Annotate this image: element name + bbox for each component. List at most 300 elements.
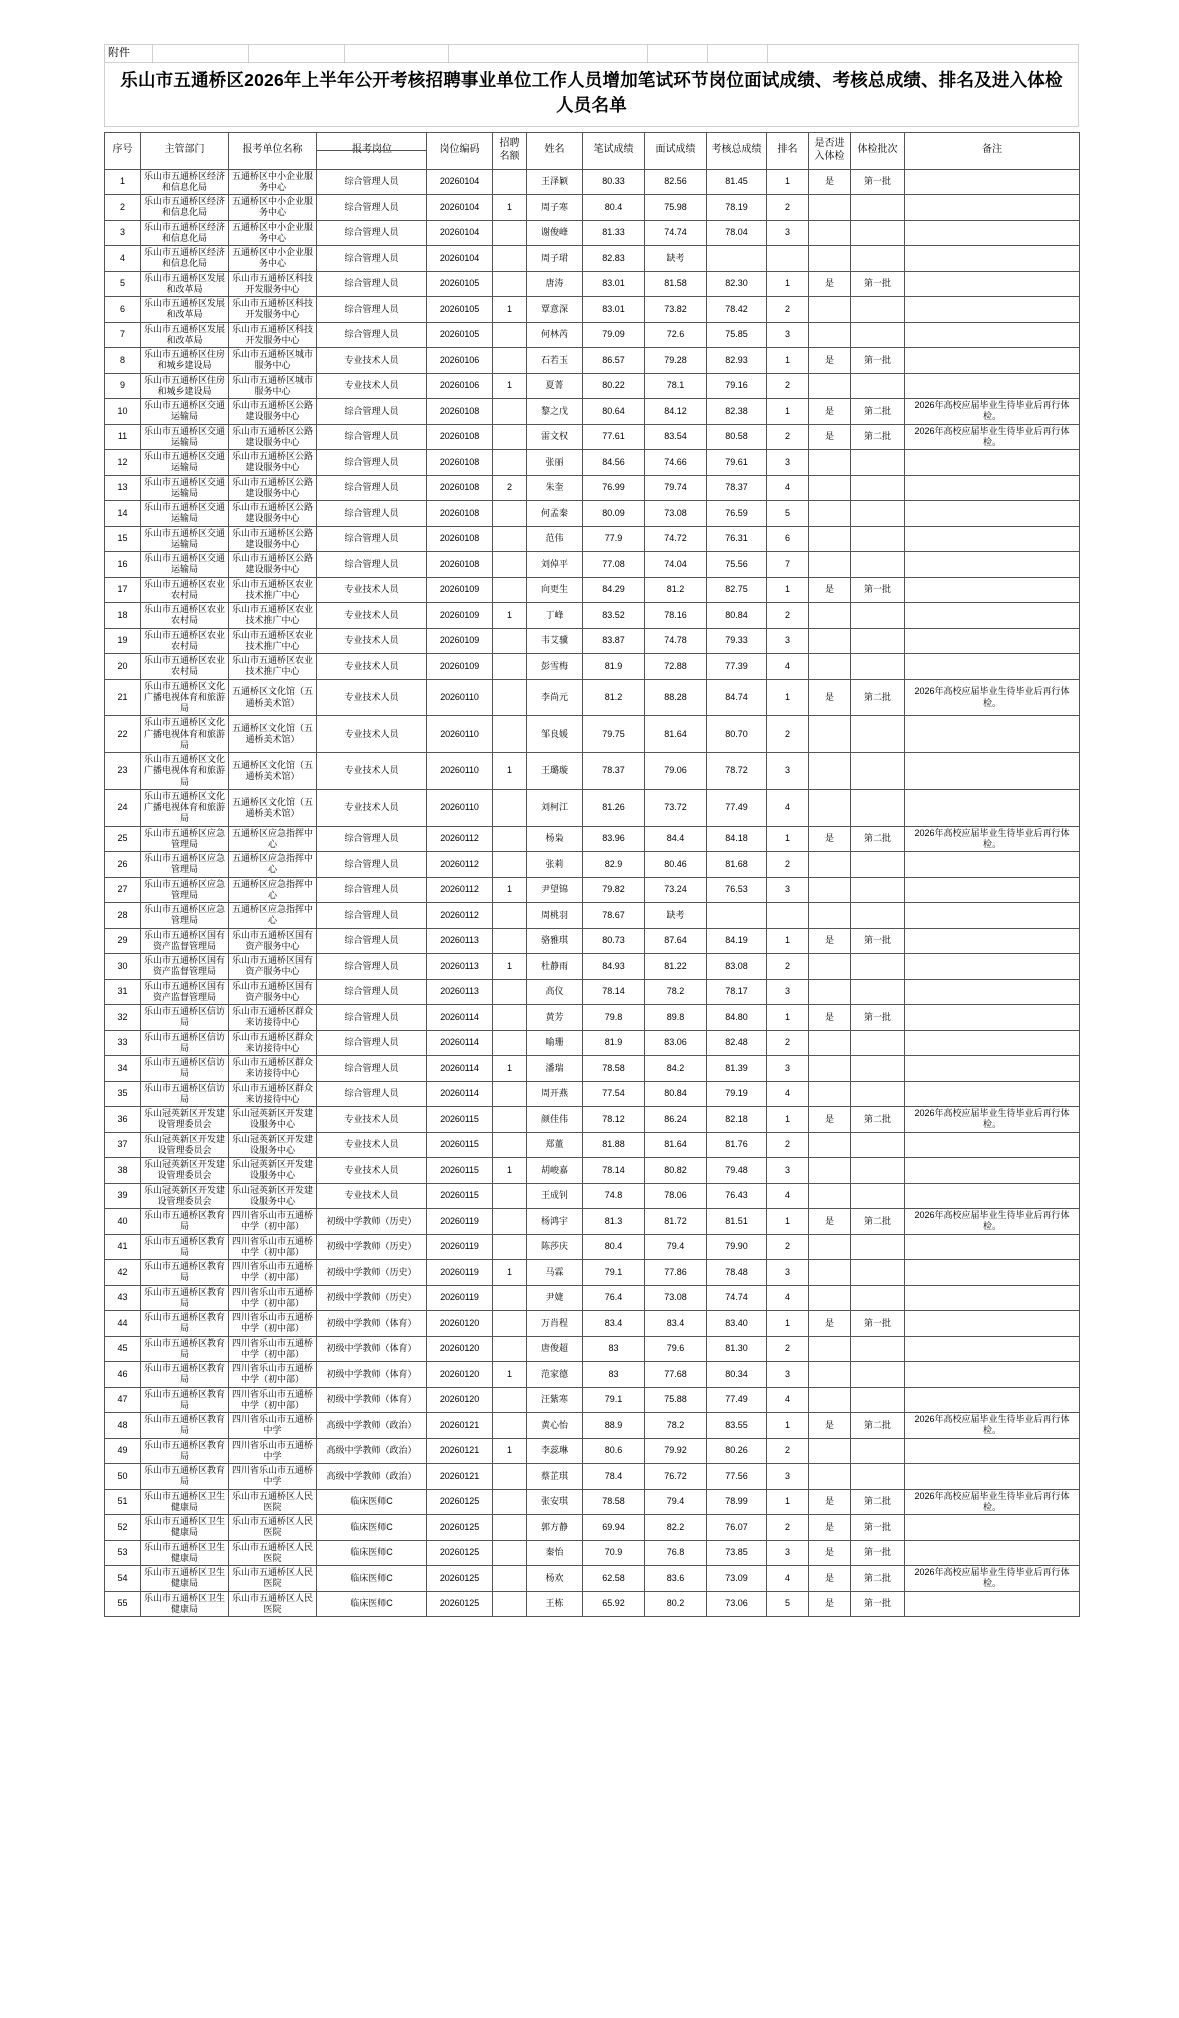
cell-department: 乐山市五通桥区教育局 xyxy=(141,1311,229,1337)
cell-rank: 4 xyxy=(767,1285,809,1311)
cell-quota xyxy=(493,322,527,348)
cell-total: 81.39 xyxy=(707,1056,767,1082)
cell-index: 29 xyxy=(105,928,141,954)
cell-total: 82.75 xyxy=(707,577,767,603)
cell-quota xyxy=(493,169,527,195)
cell-code: 20260108 xyxy=(427,475,493,501)
cell-department: 乐山市五通桥区经济和信息化局 xyxy=(141,169,229,195)
cell-post: 综合管理人员 xyxy=(317,1081,427,1107)
cell-written: 80.4 xyxy=(583,195,645,221)
cell-rank: 2 xyxy=(767,1030,809,1056)
cell-code: 20260120 xyxy=(427,1336,493,1362)
cell-written: 78.37 xyxy=(583,753,645,790)
cell-quota xyxy=(493,1464,527,1490)
cell-total: 80.58 xyxy=(707,424,767,450)
cell-unit: 五通桥区应急指挥中心 xyxy=(229,877,317,903)
cell-name: 夏菁 xyxy=(527,373,583,399)
cell-total: 80.70 xyxy=(707,716,767,753)
cell-quota xyxy=(493,903,527,929)
cell-index: 6 xyxy=(105,297,141,323)
cell-code: 20260115 xyxy=(427,1132,493,1158)
cell-unit: 乐山冠英新区开发建设服务中心 xyxy=(229,1183,317,1209)
cell-index: 24 xyxy=(105,789,141,826)
cell-total: 74.74 xyxy=(707,1285,767,1311)
cell-total: 75.56 xyxy=(707,552,767,578)
cell-post: 专业技术人员 xyxy=(317,373,427,399)
cell-rank: 3 xyxy=(767,979,809,1005)
cell-written: 78.58 xyxy=(583,1056,645,1082)
cell-index: 27 xyxy=(105,877,141,903)
col-header-post xyxy=(317,132,427,169)
cell-quota xyxy=(493,1540,527,1566)
table-row xyxy=(105,552,1080,578)
cell-passed xyxy=(809,1438,851,1464)
cell-post: 初级中学教师（体育） xyxy=(317,1336,427,1362)
cell-remark xyxy=(905,628,1080,654)
cell-quota xyxy=(493,1234,527,1260)
cell-code: 20260108 xyxy=(427,501,493,527)
cell-code: 20260121 xyxy=(427,1464,493,1490)
cell-rank: 2 xyxy=(767,852,809,878)
cell-interview: 73.08 xyxy=(645,501,707,527)
cell-interview: 83.54 xyxy=(645,424,707,450)
cell-interview: 81.2 xyxy=(645,577,707,603)
cell-written: 81.9 xyxy=(583,1030,645,1056)
cell-rank: 4 xyxy=(767,475,809,501)
table-row xyxy=(105,1285,1080,1311)
cell-interview: 74.72 xyxy=(645,526,707,552)
cell-interview: 83.6 xyxy=(645,1566,707,1592)
cell-rank: 3 xyxy=(767,628,809,654)
cell-total: 83.55 xyxy=(707,1413,767,1439)
attachment-blank-2 xyxy=(153,45,249,63)
cell-department: 乐山市五通桥区文化广播电视体育和旅游局 xyxy=(141,789,229,826)
cell-interview: 80.2 xyxy=(645,1591,707,1617)
cell-passed xyxy=(809,1260,851,1286)
table-body xyxy=(105,169,1080,1617)
cell-rank: 2 xyxy=(767,716,809,753)
cell-code: 20260115 xyxy=(427,1183,493,1209)
cell-name: 喻珊 xyxy=(527,1030,583,1056)
cell-department: 乐山市五通桥区教育局 xyxy=(141,1336,229,1362)
table-row xyxy=(105,1413,1080,1439)
col-header-post-label: 报考岗位 xyxy=(352,144,392,156)
cell-department: 乐山市五通桥区教育局 xyxy=(141,1362,229,1388)
cell-rank: 3 xyxy=(767,322,809,348)
cell-written: 79.75 xyxy=(583,716,645,753)
cell-batch: 第一批 xyxy=(851,169,905,195)
cell-department: 乐山市五通桥区经济和信息化局 xyxy=(141,246,229,272)
cell-code: 20260104 xyxy=(427,246,493,272)
cell-quota xyxy=(493,501,527,527)
cell-interview: 74.78 xyxy=(645,628,707,654)
cell-unit: 五通桥区中小企业服务中心 xyxy=(229,246,317,272)
cell-code: 20260110 xyxy=(427,789,493,826)
cell-index: 9 xyxy=(105,373,141,399)
cell-code: 20260108 xyxy=(427,552,493,578)
table-header xyxy=(105,132,1080,169)
cell-total xyxy=(707,903,767,929)
cell-code: 20260115 xyxy=(427,1158,493,1184)
cell-post: 临床医师C xyxy=(317,1591,427,1617)
cell-remark xyxy=(905,1540,1080,1566)
cell-unit: 乐山市五通桥区群众来访接待中心 xyxy=(229,1030,317,1056)
cell-rank: 3 xyxy=(767,1464,809,1490)
cell-remark xyxy=(905,852,1080,878)
cell-index: 19 xyxy=(105,628,141,654)
cell-batch xyxy=(851,1158,905,1184)
cell-name: 刘倬平 xyxy=(527,552,583,578)
cell-quota xyxy=(493,1183,527,1209)
cell-rank: 2 xyxy=(767,424,809,450)
table-row xyxy=(105,399,1080,425)
cell-total: 82.38 xyxy=(707,399,767,425)
cell-rank: 2 xyxy=(767,603,809,629)
cell-written: 80.09 xyxy=(583,501,645,527)
cell-batch xyxy=(851,220,905,246)
cell-rank: 4 xyxy=(767,1566,809,1592)
cell-name: 王栋 xyxy=(527,1591,583,1617)
cell-rank: 2 xyxy=(767,297,809,323)
table-row xyxy=(105,716,1080,753)
cell-remark xyxy=(905,1158,1080,1184)
cell-interview: 78.06 xyxy=(645,1183,707,1209)
cell-remark: 2026年高校应届毕业生待毕业后再行体检。 xyxy=(905,826,1080,852)
cell-written: 74.8 xyxy=(583,1183,645,1209)
cell-quota xyxy=(493,271,527,297)
col-header-rank: 排名 xyxy=(767,132,809,169)
cell-rank: 1 xyxy=(767,348,809,374)
cell-department: 乐山市五通桥区教育局 xyxy=(141,1413,229,1439)
cell-rank: 3 xyxy=(767,1362,809,1388)
cell-batch xyxy=(851,475,905,501)
cell-interview: 78.16 xyxy=(645,603,707,629)
cell-quota xyxy=(493,654,527,680)
cell-name: 杨鸿宇 xyxy=(527,1209,583,1235)
cell-code: 20260113 xyxy=(427,954,493,980)
cell-total: 83.40 xyxy=(707,1311,767,1337)
cell-department: 乐山市五通桥区交通运输局 xyxy=(141,501,229,527)
cell-rank: 3 xyxy=(767,450,809,476)
cell-remark: 2026年高校应届毕业生待毕业后再行体检。 xyxy=(905,1107,1080,1133)
cell-code: 20260125 xyxy=(427,1591,493,1617)
cell-code: 20260120 xyxy=(427,1387,493,1413)
cell-unit: 四川省乐山市五通桥中学（初中部） xyxy=(229,1260,317,1286)
cell-quota xyxy=(493,716,527,753)
cell-department: 乐山市五通桥区教育局 xyxy=(141,1209,229,1235)
table-row xyxy=(105,577,1080,603)
table-row xyxy=(105,1132,1080,1158)
cell-post: 临床医师C xyxy=(317,1566,427,1592)
cell-batch xyxy=(851,1056,905,1082)
cell-batch: 第一批 xyxy=(851,928,905,954)
table-row xyxy=(105,679,1080,716)
cell-total: 82.30 xyxy=(707,271,767,297)
cell-department: 乐山市五通桥区文化广播电视体育和旅游局 xyxy=(141,716,229,753)
cell-name: 何林芮 xyxy=(527,322,583,348)
cell-post: 综合管理人员 xyxy=(317,826,427,852)
cell-remark xyxy=(905,501,1080,527)
cell-department: 乐山市五通桥区应急管理局 xyxy=(141,852,229,878)
cell-written: 62.58 xyxy=(583,1566,645,1592)
cell-post: 专业技术人员 xyxy=(317,1183,427,1209)
cell-batch xyxy=(851,297,905,323)
cell-code: 20260114 xyxy=(427,1081,493,1107)
cell-unit: 乐山市五通桥区群众来访接待中心 xyxy=(229,1081,317,1107)
cell-total: 73.85 xyxy=(707,1540,767,1566)
cell-written: 79.09 xyxy=(583,322,645,348)
cell-passed xyxy=(809,1387,851,1413)
cell-department: 乐山市五通桥区教育局 xyxy=(141,1260,229,1286)
cell-department: 乐山市五通桥区信访局 xyxy=(141,1005,229,1031)
cell-department: 乐山市五通桥区教育局 xyxy=(141,1387,229,1413)
cell-unit: 乐山市五通桥区群众来访接待中心 xyxy=(229,1005,317,1031)
table-row xyxy=(105,826,1080,852)
cell-department: 乐山市五通桥区农业农村局 xyxy=(141,603,229,629)
cell-batch xyxy=(851,1464,905,1490)
cell-total: 84.18 xyxy=(707,826,767,852)
cell-index: 16 xyxy=(105,552,141,578)
cell-unit: 乐山市五通桥区人民医院 xyxy=(229,1515,317,1541)
col-header-written-score: 笔试成绩 xyxy=(583,132,645,169)
cell-total: 80.26 xyxy=(707,1438,767,1464)
table-row xyxy=(105,297,1080,323)
cell-name: 周子珺 xyxy=(527,246,583,272)
cell-batch xyxy=(851,450,905,476)
cell-name: 潘瑞 xyxy=(527,1056,583,1082)
cell-name: 王泽颖 xyxy=(527,169,583,195)
cell-code: 20260113 xyxy=(427,928,493,954)
cell-written: 80.4 xyxy=(583,1234,645,1260)
cell-name: 何孟秦 xyxy=(527,501,583,527)
cell-post: 综合管理人员 xyxy=(317,297,427,323)
cell-code: 20260114 xyxy=(427,1056,493,1082)
cell-unit: 乐山市五通桥区公路建设服务中心 xyxy=(229,501,317,527)
cell-written: 81.33 xyxy=(583,220,645,246)
table-header-row xyxy=(105,132,1080,169)
cell-total: 78.17 xyxy=(707,979,767,1005)
cell-name: 王成钊 xyxy=(527,1183,583,1209)
cell-total: 80.84 xyxy=(707,603,767,629)
cell-department: 乐山市五通桥区农业农村局 xyxy=(141,654,229,680)
cell-name: 李蕊琳 xyxy=(527,1438,583,1464)
cell-rank: 4 xyxy=(767,654,809,680)
cell-rank: 3 xyxy=(767,753,809,790)
cell-total: 82.18 xyxy=(707,1107,767,1133)
cell-post: 综合管理人员 xyxy=(317,220,427,246)
cell-department: 乐山市五通桥区交通运输局 xyxy=(141,450,229,476)
cell-written: 77.61 xyxy=(583,424,645,450)
cell-index: 53 xyxy=(105,1540,141,1566)
cell-total: 79.16 xyxy=(707,373,767,399)
cell-quota xyxy=(493,1081,527,1107)
cell-department: 乐山市五通桥区应急管理局 xyxy=(141,826,229,852)
cell-batch: 第一批 xyxy=(851,1515,905,1541)
cell-index: 10 xyxy=(105,399,141,425)
cell-rank: 1 xyxy=(767,169,809,195)
cell-total: 79.61 xyxy=(707,450,767,476)
cell-name: 张丽 xyxy=(527,450,583,476)
cell-index: 14 xyxy=(105,501,141,527)
cell-interview: 83.4 xyxy=(645,1311,707,1337)
table-row xyxy=(105,220,1080,246)
cell-name: 汪紫寒 xyxy=(527,1387,583,1413)
cell-department: 乐山市五通桥区卫生健康局 xyxy=(141,1566,229,1592)
cell-rank: 2 xyxy=(767,1132,809,1158)
cell-passed: 是 xyxy=(809,169,851,195)
cell-total: 78.19 xyxy=(707,195,767,221)
cell-remark xyxy=(905,1005,1080,1031)
cell-written: 83 xyxy=(583,1362,645,1388)
table-row xyxy=(105,1515,1080,1541)
cell-interview: 79.28 xyxy=(645,348,707,374)
cell-interview: 81.58 xyxy=(645,271,707,297)
cell-rank: 2 xyxy=(767,1515,809,1541)
cell-unit: 乐山市五通桥区群众来访接待中心 xyxy=(229,1056,317,1082)
cell-unit: 乐山市五通桥区农业技术推广中心 xyxy=(229,628,317,654)
cell-quota xyxy=(493,979,527,1005)
cell-name: 颜佳伟 xyxy=(527,1107,583,1133)
cell-written: 80.73 xyxy=(583,928,645,954)
cell-unit: 乐山市五通桥区农业技术推广中心 xyxy=(229,603,317,629)
cell-rank: 3 xyxy=(767,220,809,246)
cell-unit: 乐山市五通桥区国有资产服务中心 xyxy=(229,928,317,954)
cell-remark: 2026年高校应届毕业生待毕业后再行体检。 xyxy=(905,399,1080,425)
cell-total: 76.59 xyxy=(707,501,767,527)
cell-department: 乐山市五通桥区卫生健康局 xyxy=(141,1515,229,1541)
cell-name: 谢俊峰 xyxy=(527,220,583,246)
cell-code: 20260110 xyxy=(427,753,493,790)
cell-department: 乐山市五通桥区文化广播电视体育和旅游局 xyxy=(141,753,229,790)
cell-unit: 五通桥区中小企业服务中心 xyxy=(229,195,317,221)
cell-quota: 1 xyxy=(493,195,527,221)
cell-quota xyxy=(493,220,527,246)
table-row xyxy=(105,1081,1080,1107)
cell-remark xyxy=(905,979,1080,1005)
cell-written: 84.56 xyxy=(583,450,645,476)
cell-name: 丁峰 xyxy=(527,603,583,629)
cell-passed xyxy=(809,1362,851,1388)
cell-code: 20260112 xyxy=(427,903,493,929)
cell-quota xyxy=(493,1591,527,1617)
cell-department: 乐山市五通桥区交通运输局 xyxy=(141,526,229,552)
cell-unit: 乐山市五通桥区人民医院 xyxy=(229,1591,317,1617)
cell-department: 乐山市五通桥区交通运输局 xyxy=(141,399,229,425)
cell-remark xyxy=(905,1234,1080,1260)
cell-passed xyxy=(809,1030,851,1056)
cell-index: 1 xyxy=(105,169,141,195)
table-row xyxy=(105,1260,1080,1286)
cell-remark: 2026年高校应届毕业生待毕业后再行体检。 xyxy=(905,1489,1080,1515)
cell-batch: 第二批 xyxy=(851,679,905,716)
cell-index: 18 xyxy=(105,603,141,629)
cell-remark xyxy=(905,526,1080,552)
cell-rank: 1 xyxy=(767,271,809,297)
cell-unit: 四川省乐山市五通桥中学 xyxy=(229,1464,317,1490)
cell-name: 雷文权 xyxy=(527,424,583,450)
cell-total: 84.80 xyxy=(707,1005,767,1031)
cell-quota xyxy=(493,1311,527,1337)
cell-batch: 第二批 xyxy=(851,826,905,852)
cell-interview: 76.8 xyxy=(645,1540,707,1566)
table-row xyxy=(105,654,1080,680)
cell-passed: 是 xyxy=(809,424,851,450)
cell-interview: 89.8 xyxy=(645,1005,707,1031)
cell-unit: 乐山市五通桥区城市服务中心 xyxy=(229,373,317,399)
cell-batch: 第二批 xyxy=(851,1566,905,1592)
cell-name: 郭方静 xyxy=(527,1515,583,1541)
cell-interview: 79.6 xyxy=(645,1336,707,1362)
cell-batch xyxy=(851,877,905,903)
cell-index: 49 xyxy=(105,1438,141,1464)
cell-total: 75.85 xyxy=(707,322,767,348)
cell-passed xyxy=(809,1464,851,1490)
cell-index: 4 xyxy=(105,246,141,272)
cell-total: 76.43 xyxy=(707,1183,767,1209)
table-row xyxy=(105,1183,1080,1209)
cell-batch xyxy=(851,1132,905,1158)
table-row xyxy=(105,903,1080,929)
cell-remark xyxy=(905,373,1080,399)
cell-rank: 1 xyxy=(767,928,809,954)
cell-unit: 五通桥区中小企业服务中心 xyxy=(229,169,317,195)
cell-interview: 72.6 xyxy=(645,322,707,348)
cell-unit: 五通桥区文化馆（五通桥美术馆） xyxy=(229,753,317,790)
cell-passed xyxy=(809,753,851,790)
cell-post: 综合管理人员 xyxy=(317,954,427,980)
cell-rank: 4 xyxy=(767,1387,809,1413)
cell-index: 11 xyxy=(105,424,141,450)
cell-written: 77.08 xyxy=(583,552,645,578)
table-row xyxy=(105,1566,1080,1592)
cell-written: 79.82 xyxy=(583,877,645,903)
cell-written: 76.99 xyxy=(583,475,645,501)
cell-unit: 乐山市五通桥区公路建设服务中心 xyxy=(229,450,317,476)
cell-interview: 81.22 xyxy=(645,954,707,980)
cell-passed: 是 xyxy=(809,1591,851,1617)
cell-interview: 87.64 xyxy=(645,928,707,954)
cell-passed: 是 xyxy=(809,1311,851,1337)
cell-remark xyxy=(905,1362,1080,1388)
cell-unit: 四川省乐山市五通桥中学（初中部） xyxy=(229,1285,317,1311)
cell-name: 胡峻嘉 xyxy=(527,1158,583,1184)
cell-batch xyxy=(851,628,905,654)
cell-passed: 是 xyxy=(809,928,851,954)
cell-passed xyxy=(809,475,851,501)
cell-interview: 84.12 xyxy=(645,399,707,425)
cell-name: 尹婕 xyxy=(527,1285,583,1311)
cell-post: 综合管理人员 xyxy=(317,475,427,501)
cell-code: 20260119 xyxy=(427,1234,493,1260)
cell-index: 31 xyxy=(105,979,141,1005)
cell-passed xyxy=(809,1056,851,1082)
cell-name: 黄心怡 xyxy=(527,1413,583,1439)
table-row xyxy=(105,1107,1080,1133)
cell-passed: 是 xyxy=(809,399,851,425)
cell-unit: 乐山市五通桥区公路建设服务中心 xyxy=(229,526,317,552)
cell-quota: 1 xyxy=(493,954,527,980)
cell-passed xyxy=(809,603,851,629)
cell-total: 84.74 xyxy=(707,679,767,716)
cell-post: 综合管理人员 xyxy=(317,450,427,476)
cell-total: 77.49 xyxy=(707,1387,767,1413)
cell-index: 25 xyxy=(105,826,141,852)
cell-quota xyxy=(493,552,527,578)
cell-name: 陈莎庆 xyxy=(527,1234,583,1260)
cell-remark xyxy=(905,1515,1080,1541)
cell-post: 综合管理人员 xyxy=(317,271,427,297)
cell-passed xyxy=(809,552,851,578)
